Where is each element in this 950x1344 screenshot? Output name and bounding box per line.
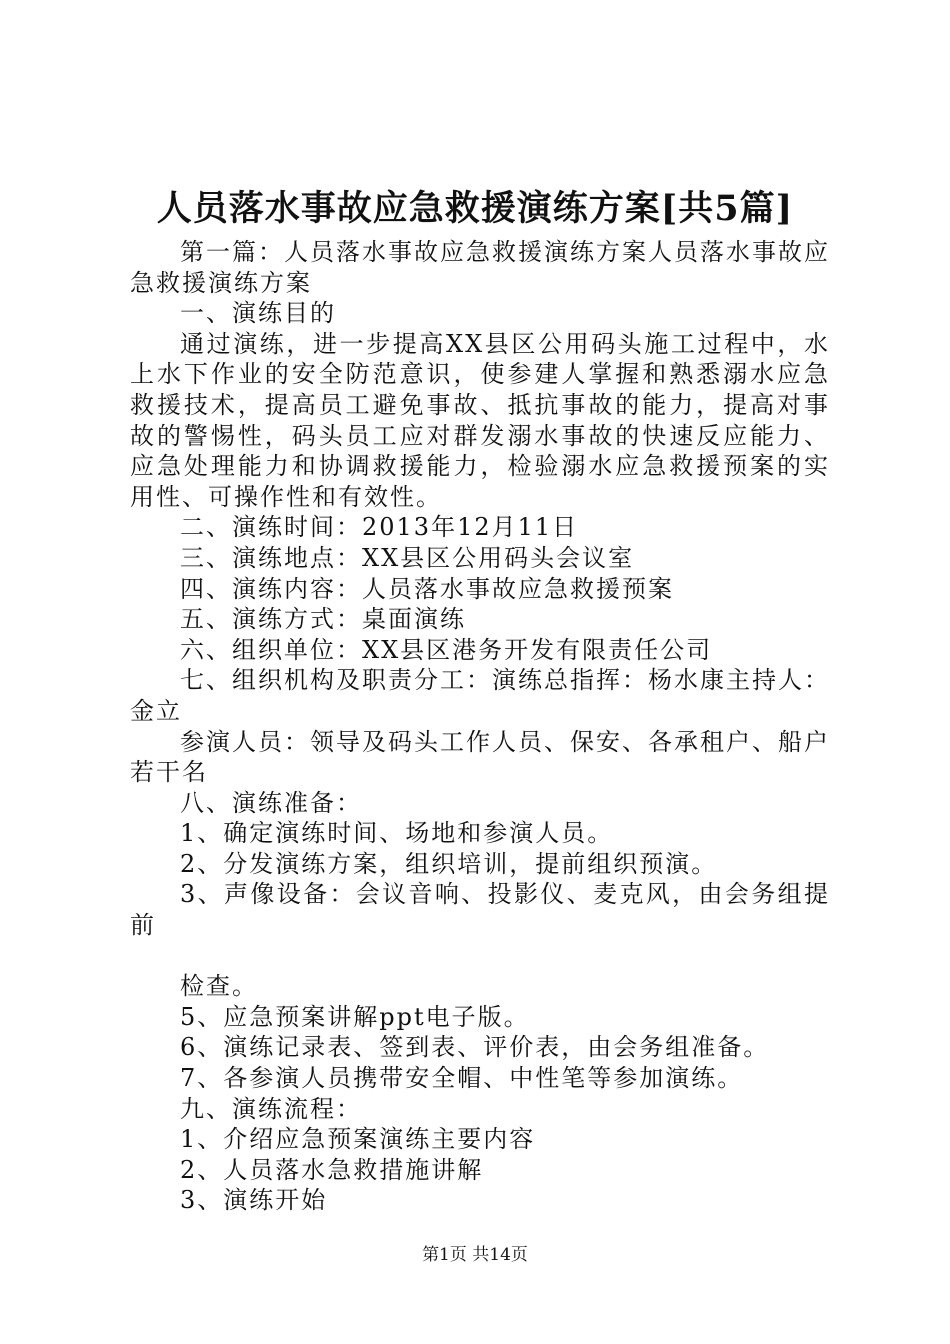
page-footer: 第1页 共14页 xyxy=(422,1245,528,1265)
paragraph-participants: 参演人员：领导及码头工作人员、保安、各承租户、船户若干名 xyxy=(130,727,830,787)
paragraph-prep-1: 1、确定演练时间、场地和参演人员。 xyxy=(180,819,614,848)
paragraph-prep-3-cont: 检查。 xyxy=(180,972,258,1001)
document-body xyxy=(130,237,830,1216)
paragraph-flow-2: 2、人员落水急救措施讲解 xyxy=(180,1155,484,1184)
paragraph-prep-6: 6、演练记录表、签到表、评价表，由会务组准备。 xyxy=(180,1033,770,1062)
paragraph-prep-2: 2、分发演练方案，组织培训，提前组织预演。 xyxy=(180,849,718,878)
paragraph-section-1: 一、演练目的 xyxy=(180,299,336,328)
paragraph-prep-5: 5、应急预案讲解ppt电子版。 xyxy=(180,1002,530,1031)
paragraph-section-3: 三、演练地点：XX县区公用码头会议室 xyxy=(180,543,635,572)
paragraph-section-5: 五、演练方式：桌面演练 xyxy=(180,605,466,634)
paragraph-purpose: 通过演练，进一步提高XX县区公用码头施工过程中，水上水下作业的安全防范意识，使参建人掌握和熟悉溺水应急救援技术，提高员工避免事故、抵抗事故的能力，提高对事故的警惕性，码头员工应对群发溺水事故的快速反应能力、应急处理能力和协调救援能力，检验溺水应急救援预案的实用性、可操作性和有效性。 xyxy=(130,329,830,511)
paragraph-section-7: 七、组织机构及职责分工：演练总指挥：杨水康主持人：金立 xyxy=(130,666,830,725)
paragraph-gap xyxy=(130,941,830,972)
paragraph-section-6: 六、组织单位：XX县区港务开发有限责任公司 xyxy=(180,635,713,664)
paragraph-section-4: 四、演练内容：人员落水事故应急救援预案 xyxy=(180,574,674,603)
paragraph-prep-7: 7、各参演人员携带安全帽、中性笔等参加演练。 xyxy=(180,1064,744,1093)
paragraph-chapter-heading: 第一篇：人员落水事故应急救援演练方案人员落水事故应急救援演练方案 xyxy=(130,238,830,297)
paragraph-prep-3: 3、声像设备：会议音响、投影仪、麦克风，由会务组提前 xyxy=(130,880,830,940)
paragraph-section-8: 八、演练准备： xyxy=(180,788,362,817)
paragraph-flow-3: 3、演练开始 xyxy=(180,1186,328,1215)
paragraph-section-9: 九、演练流程： xyxy=(180,1094,362,1123)
paragraph-section-2: 二、演练时间：2013年12月11日 xyxy=(180,513,579,542)
paragraph-flow-1: 1、介绍应急预案演练主要内容 xyxy=(180,1125,536,1154)
document-title: 人员落水事故应急救援演练方案[共5篇] xyxy=(156,188,794,229)
